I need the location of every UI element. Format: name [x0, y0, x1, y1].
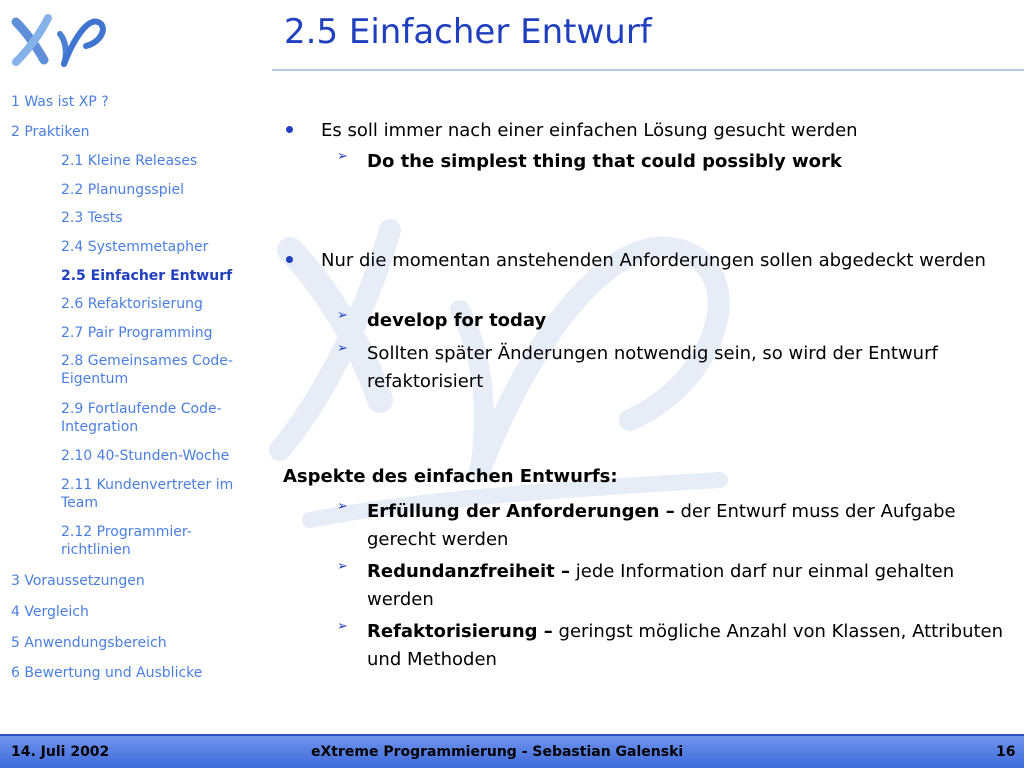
nav-item-anwendungsbereich[interactable]: 5 Anwendungsbereich [11, 635, 167, 651]
nav-item-voraussetzungen[interactable]: 3 Voraussetzungen [11, 573, 145, 589]
nav-item-planungsspiel[interactable]: 2.2 Planungsspiel [61, 182, 184, 198]
arrow-bullet-icon: ➢ [337, 341, 348, 356]
arrow-bullet-icon: ➢ [337, 149, 348, 164]
aspect-term: Refaktorisierung – [367, 621, 553, 642]
nav-item-40-stunden-woche[interactable]: 2.10 40-Stunden-Woche [61, 448, 230, 464]
arrow-bullet-icon: ➢ [337, 499, 348, 514]
arrow-bullet-icon: ➢ [337, 619, 348, 634]
sub-bullet-text: Do the simplest thing that could possibly work [367, 151, 842, 172]
nav-item-line: 2.11 Kundenvertreter im [61, 477, 234, 493]
aspect-text [367, 558, 1017, 614]
nav-item-line: richtlinien [61, 542, 131, 558]
nav-item-programmierrichtlinien[interactable] [61, 523, 192, 559]
nav-item-line: Eigentum [61, 371, 129, 387]
nav-item-line: 2.12 Programmier- [61, 524, 192, 540]
aspect-term: Redundanzfreiheit – [367, 561, 571, 582]
slide-footer [0, 734, 1024, 768]
nav-item-systemmetapher[interactable]: 2.4 Systemmetapher [61, 239, 209, 255]
arrow-bullet-icon: ➢ [337, 559, 348, 574]
nav-item-line: Integration [61, 419, 139, 435]
nav-item-gemeinsames-code-eigentum[interactable] [61, 352, 233, 388]
bullet-text: Nur die momentan anstehenden Anforderungen sollen abgedeckt werden [321, 250, 986, 271]
nav-item-line: 2.8 Gemeinsames Code- [61, 353, 233, 369]
footer-title: eXtreme Programmierung - Sebastian Galenski [311, 744, 684, 760]
nav-item-vergleich[interactable]: 4 Vergleich [11, 604, 89, 620]
footer-date: 14. Juli 2002 [11, 744, 110, 760]
nav-item-line: 2.9 Fortlaufende Code- [61, 401, 222, 417]
aspects-heading: Aspekte des einfachen Entwurfs: [283, 466, 618, 487]
nav-item-tests[interactable]: 2.3 Tests [61, 210, 123, 226]
sub-bullet-text: Sollten später Änderungen notwendig sein, so wird der Entwurf refaktorisiert [367, 343, 938, 392]
nav-item-was-ist-xp[interactable]: 1 Was ist XP ? [11, 94, 109, 110]
nav-item-praktiken[interactable]: 2 Praktiken [11, 124, 90, 140]
title-divider [272, 69, 1024, 71]
nav-item-pair-programming[interactable]: 2.7 Pair Programming [61, 325, 213, 341]
bullet-text: Es soll immer nach einer einfachen Lösung gesucht werden [321, 120, 858, 141]
nav-item-kleine-releases[interactable]: 2.1 Kleine Releases [61, 153, 198, 169]
bullet-dot-icon [286, 126, 293, 133]
nav-item-line: Team [61, 495, 99, 511]
aspect-desc: geringst mögliche Anzahl von Klassen, Attributen und Methoden [367, 621, 1004, 670]
slide-title: 2.5 Einfacher Entwurf [284, 12, 652, 52]
nav-item-einfacher-entwurf[interactable]: 2.5 Einfacher Entwurf [61, 268, 233, 284]
sub-bullet-text: develop for today [367, 310, 547, 331]
nav-item-refaktorisierung[interactable]: 2.6 Refaktorisierung [61, 296, 203, 312]
nav-item-kundenvertreter-im-team[interactable] [61, 476, 233, 512]
arrow-bullet-icon: ➢ [337, 308, 348, 323]
nav-item-bewertung-und-ausblicke[interactable]: 6 Bewertung und Ausblicke [11, 665, 203, 681]
aspect-text [367, 498, 1017, 554]
aspect-text [367, 618, 1017, 674]
bullet-dot-icon [286, 256, 293, 263]
aspect-term: Erfüllung der Anforderungen – [367, 501, 675, 522]
aspect-desc: der Entwurf muss der Aufgabe gerecht werden [367, 501, 956, 550]
xp-logo [10, 8, 110, 68]
aspect-desc: jede Information darf nur einmal gehalten werden [367, 561, 955, 610]
page-number: 16 [996, 744, 1016, 760]
nav-item-fortlaufende-code-integration[interactable] [61, 400, 222, 436]
